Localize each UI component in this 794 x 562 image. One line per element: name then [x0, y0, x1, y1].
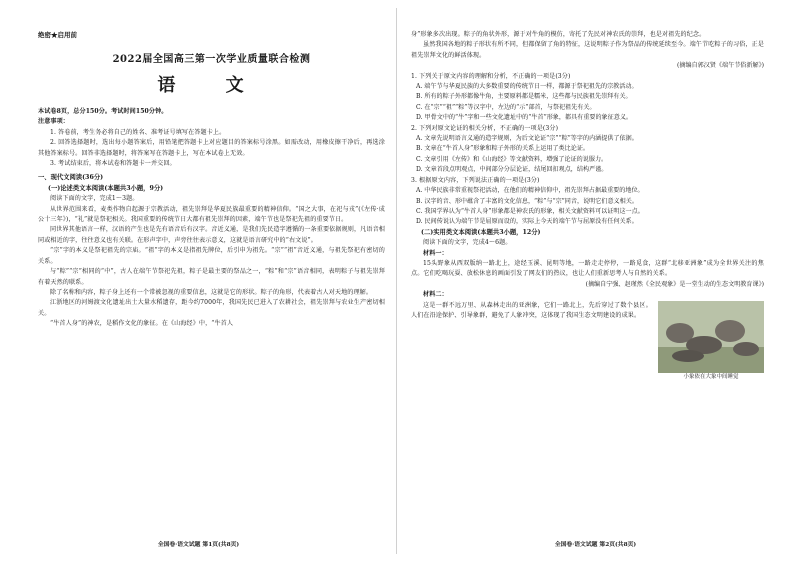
option-a: A. 中华民族非常重视祭祀活动，在他们的精神信仰中，祖先崇拜占据最重要的地位。 — [416, 187, 644, 195]
option-d: D. 文章首段点明观点，中间部分分层论证，结尾回扣观点，结构严谨。 — [416, 166, 608, 174]
reading-instruction: 阅读下面的文字，完成4～6题。 — [423, 239, 512, 247]
photo-caption: 小象依在大象中间睡觉 — [683, 373, 739, 380]
secret-label: 绝密★启用前 — [38, 31, 77, 39]
option-b: B. 汉字的音、形中蕴含了丰富的文化信息，“粽”与“宗”同音，说明它们意义相关。 — [416, 197, 638, 205]
question-stem: 3. 根据原文内容，下列说法正确的一项是(3分) — [411, 176, 540, 184]
passage-paragraph: “宗”字的本义是祭祀祖先的宗庙。“祖”字的本义是指祖先牌位，后引申为祖先。“宗”“祖”音近义通，与祖先祭祀有密切的关系。 — [38, 247, 385, 265]
option-c: C. 文章引用《左传》和《山海经》等文献资料，增强了论证的说服力。 — [416, 155, 608, 163]
question-1 — [411, 72, 764, 124]
part-title: (一)论述类文本阅读(本题共3小题，9分) — [48, 184, 164, 192]
option-d: D. 民间传说认为端午节是屈原而设的，实际上今天的端午节与屈原没有任何关系。 — [416, 218, 638, 226]
option-b: B. 文章在“牛首人身”形象和粽子外形的关系上运用了类比论证。 — [416, 145, 590, 153]
option-c: C. 我国学界认为“牛首人身”形象都是神农氏的形象，相关文献资料可以证明这一点。 — [416, 207, 644, 215]
elephant-photo-figure — [658, 301, 764, 382]
note-item: 2. 回答选择题时，选出每小题答案后，用铅笔把答题卡上对应题目的答案标号涂黑。如需改动，用橡皮擦干净后，再选涂其他答案标号。回答非选择题时，将答案写在答题卡上，写在本试卷上无效。 — [38, 139, 385, 157]
note-item: 3. 考试结束后，将本试卷和答题卡一并交回。 — [50, 160, 176, 168]
note-item: 1. 答卷前，考生务必将自己的姓名、准考证号填写在答题卡上。 — [50, 128, 226, 136]
passage-paragraph: 身”形象多次出现。粽子的角状外形，源于对牛角的模仿，寄托了先民对神农氏的崇拜，也是对祖先的纪念。 — [411, 31, 706, 38]
option-c: C. 在“宗”“祖”“粽”等汉字中，左边的“示”部首，与祭祀祖先有关。 — [416, 103, 596, 111]
page-footer-left: 全国卷·语文试题 第1页(共8页) — [157, 542, 240, 548]
option-a: A. 端午节与华夏民族的大多数重要的传统节日一样，都源于祭祀祖先的宗教活动。 — [416, 83, 638, 91]
passage-paragraph: 江浙地区的河姆渡文化遗址出土大量水稻遗存，距今约7000年，我国先民已进入了农耕社会，祖先崇拜与农业生产密切相关。 — [38, 299, 385, 317]
passage-paragraph: 虽然我国各地的粽子形状有所不同，但都保留了角的特征，这说明粽子作为祭品的传统延续至今。端午节吃粽子的习俗，正是祖先崇拜文化的鲜活体现。 — [411, 41, 764, 59]
passage-paragraph: 与“粽”“宗”相同的“中”，古人在端午节祭祀先祖，粽子是最主要的祭品之一，“粽”和“宗”语音相同，表明粽子与祖先崇拜有着天然的联系。 — [38, 268, 385, 286]
passage-paragraph: 除了名称和内容，粽子身上还有一个常被忽视的重要信息，这就是它的形状。粽子的角形，代表着古人对天地的理解。 — [50, 288, 373, 296]
subject-title: 语 文 — [157, 75, 266, 96]
passage-paragraph: “牛首人身”的神农，是稻作文化的象征。在《山海经》中，“牛首人 — [50, 320, 234, 328]
passage-paragraph: 从世界范围来看，麦类作物自起源于宗教活动，祖先崇拜是华夏民族最重要的精神信仰。“国之大事，在祀与戎”(《左传·成公十三年》)，“礼”就是祭祀相关。我国重要的传统节日大都有祖先崇拜的因素，端午节也是祭祀先祖的重要节日。 — [38, 205, 385, 224]
notes-title: 注意事项： — [38, 118, 69, 126]
material-title: 材料一： — [423, 249, 448, 257]
question-stem: 2. 下列对原文论证的相关分析，不正确的一项是(3分) — [411, 124, 559, 132]
option-a: A. 文章先说明语言义通的造字规则，为后文论证“宗”“粽”等字的内涵提供了依据。 — [416, 135, 638, 143]
part-title: (二)实用类文本阅读(本题共3小题，12分) — [421, 228, 541, 236]
question-2 — [411, 124, 764, 176]
reading-instruction: 阅读下面的文字，完成1～3题。 — [50, 195, 139, 203]
passage-source: (摘编自郭汉贤《端午节俗新解》) — [676, 62, 764, 70]
exam-page-right — [397, 0, 794, 562]
page-footer-right: 全国卷·语文试题 第2页(共8页) — [554, 542, 637, 548]
question-3 — [411, 176, 764, 228]
material-title: 材料二： — [423, 291, 448, 299]
elephants-illustration — [658, 301, 764, 373]
material-paragraph: 这是一群不远万里、从森林走出的亚洲象，它们一路北上，先后穿过了数个县区。人们在沿途保护、引导象群，避免了人象冲突，这体现了我国生态文明建设的成果。 — [411, 301, 652, 319]
elephant-photo — [658, 301, 764, 373]
passage-paragraph: 同世界其他语言一样，汉语的产生也是先有语音后有汉字。音近义通，是我们先民造字遵循的一条重要依据规则，凡语音相同或相近的字，往往意义也有关联。在形声字中，声旁往往表示意义，这就是语言研究中的“右文说”。 — [38, 226, 385, 244]
exam-info: 本试卷8页，总分150分。考试时间150分钟。 — [38, 108, 168, 115]
material-paragraph: 15头野象从西双版纳一路北上，途经玉溪、昆明等地，一路走走停停，一路觅食，这群“北移亚洲象”成为全世界关注的焦点。它们吃喝玩耍、放松休息的画面引发了网友们的热议，也让人们重新思考人与自然的关系。 — [411, 259, 764, 278]
option-d: D. 甲骨文中的“牛”字和一些文化遗址中的“牛首”形象，都具有重要的象征意义。 — [416, 114, 633, 122]
material-source: (摘编自宁强、赵瑾然《全民观象》是一堂生动的生态文明教育课》) — [585, 280, 764, 288]
question-stem: 1. 下列关于原文内容的理解和分析，不正确的一项是(3分) — [411, 72, 571, 80]
exam-title: 2022届全国高三第一次学业质量联合检测 — [112, 54, 311, 65]
option-b: B. 所有的粽子外形都像牛角，主要原料都是糯米，这些都与民族祖先崇拜有关。 — [416, 93, 632, 101]
section-title: 一、现代文阅读(36分) — [38, 174, 104, 182]
